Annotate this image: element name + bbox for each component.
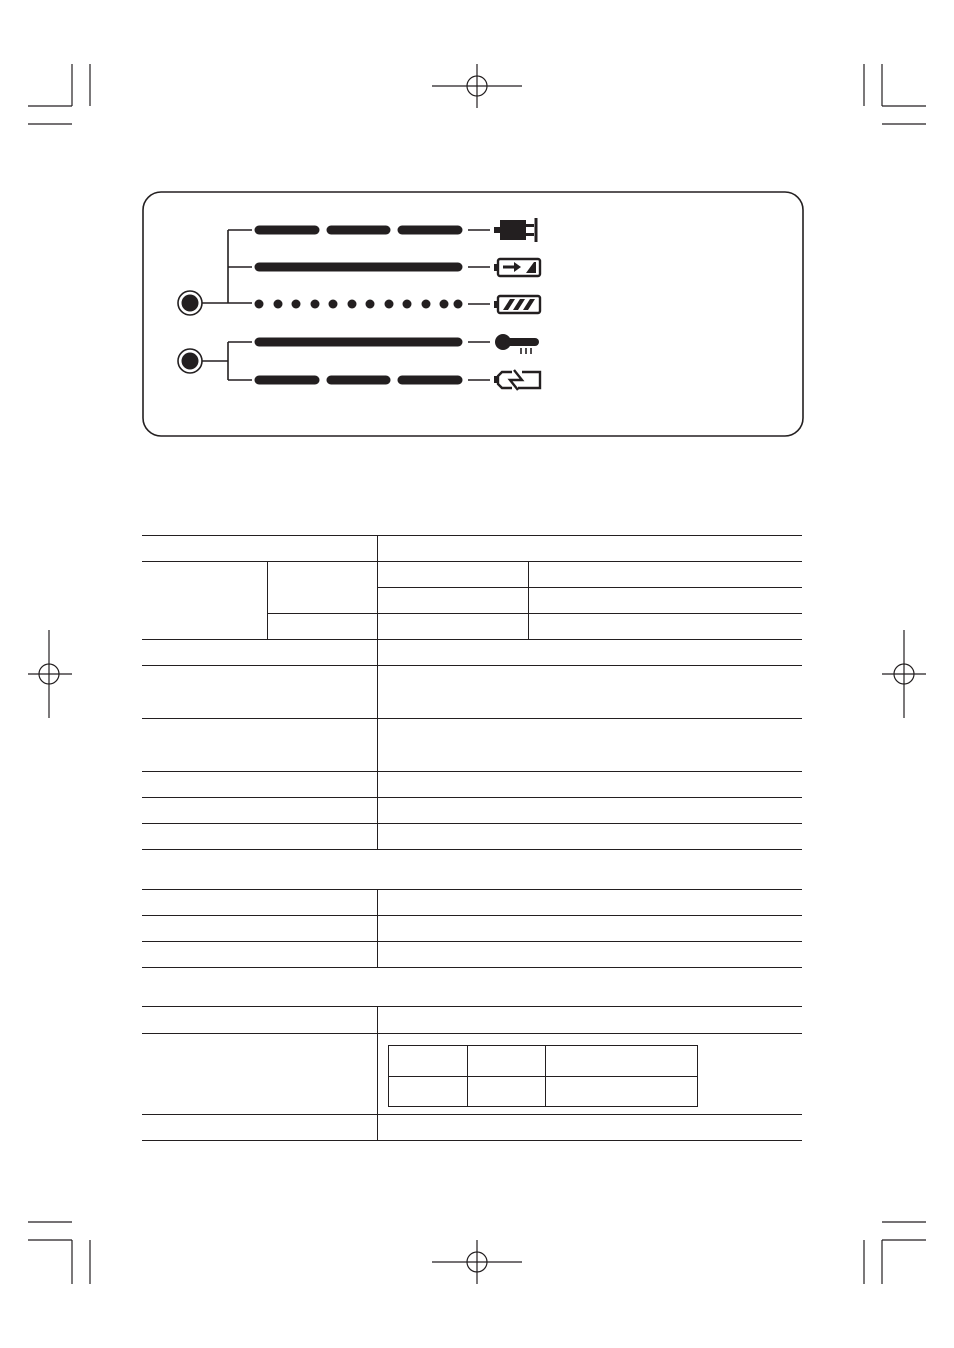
table-row-line: [142, 1140, 802, 1141]
table-row-line: [142, 665, 802, 666]
table-row-line: [142, 915, 802, 916]
table-row-line: [142, 849, 802, 850]
table-column-divider: [377, 535, 378, 849]
table-row-line: [142, 941, 802, 942]
table-column-divider: [377, 889, 378, 967]
table-column-divider: [545, 1046, 546, 1106]
table-row-line: [142, 823, 802, 824]
battery-full-icon: [494, 296, 540, 313]
table-column-divider: [267, 561, 268, 639]
table-row-line: [142, 771, 802, 772]
table-row-line: [142, 639, 802, 640]
table-row-line: [142, 535, 802, 536]
pattern-dotted-row-3: [255, 300, 463, 309]
table-row-line: [389, 1076, 697, 1077]
table-row-line: [142, 797, 802, 798]
table-row-line: [142, 1033, 802, 1034]
table-row-line: [142, 889, 802, 890]
table-row-line: [142, 1114, 802, 1115]
battery-error-icon: [494, 370, 540, 390]
lower-led: [178, 349, 202, 373]
table-row-line: [142, 561, 802, 562]
table-column-divider: [467, 1046, 468, 1106]
battery-charging-icon: [494, 259, 540, 276]
ac-plug-icon: [494, 218, 536, 242]
upper-led: [178, 291, 202, 315]
table-row-line: [142, 967, 802, 968]
table-column-divider: [528, 561, 529, 639]
table-column-divider: [377, 1006, 378, 1140]
table-row-line: [267, 613, 802, 614]
led-connectors: [202, 230, 252, 380]
thermometer-icon: [495, 334, 539, 354]
table-row-line: [142, 1006, 802, 1007]
table-row-line: [377, 587, 802, 588]
table-row-line: [142, 718, 802, 719]
panel-frame: [143, 192, 803, 436]
nested-subtable: [388, 1045, 698, 1107]
